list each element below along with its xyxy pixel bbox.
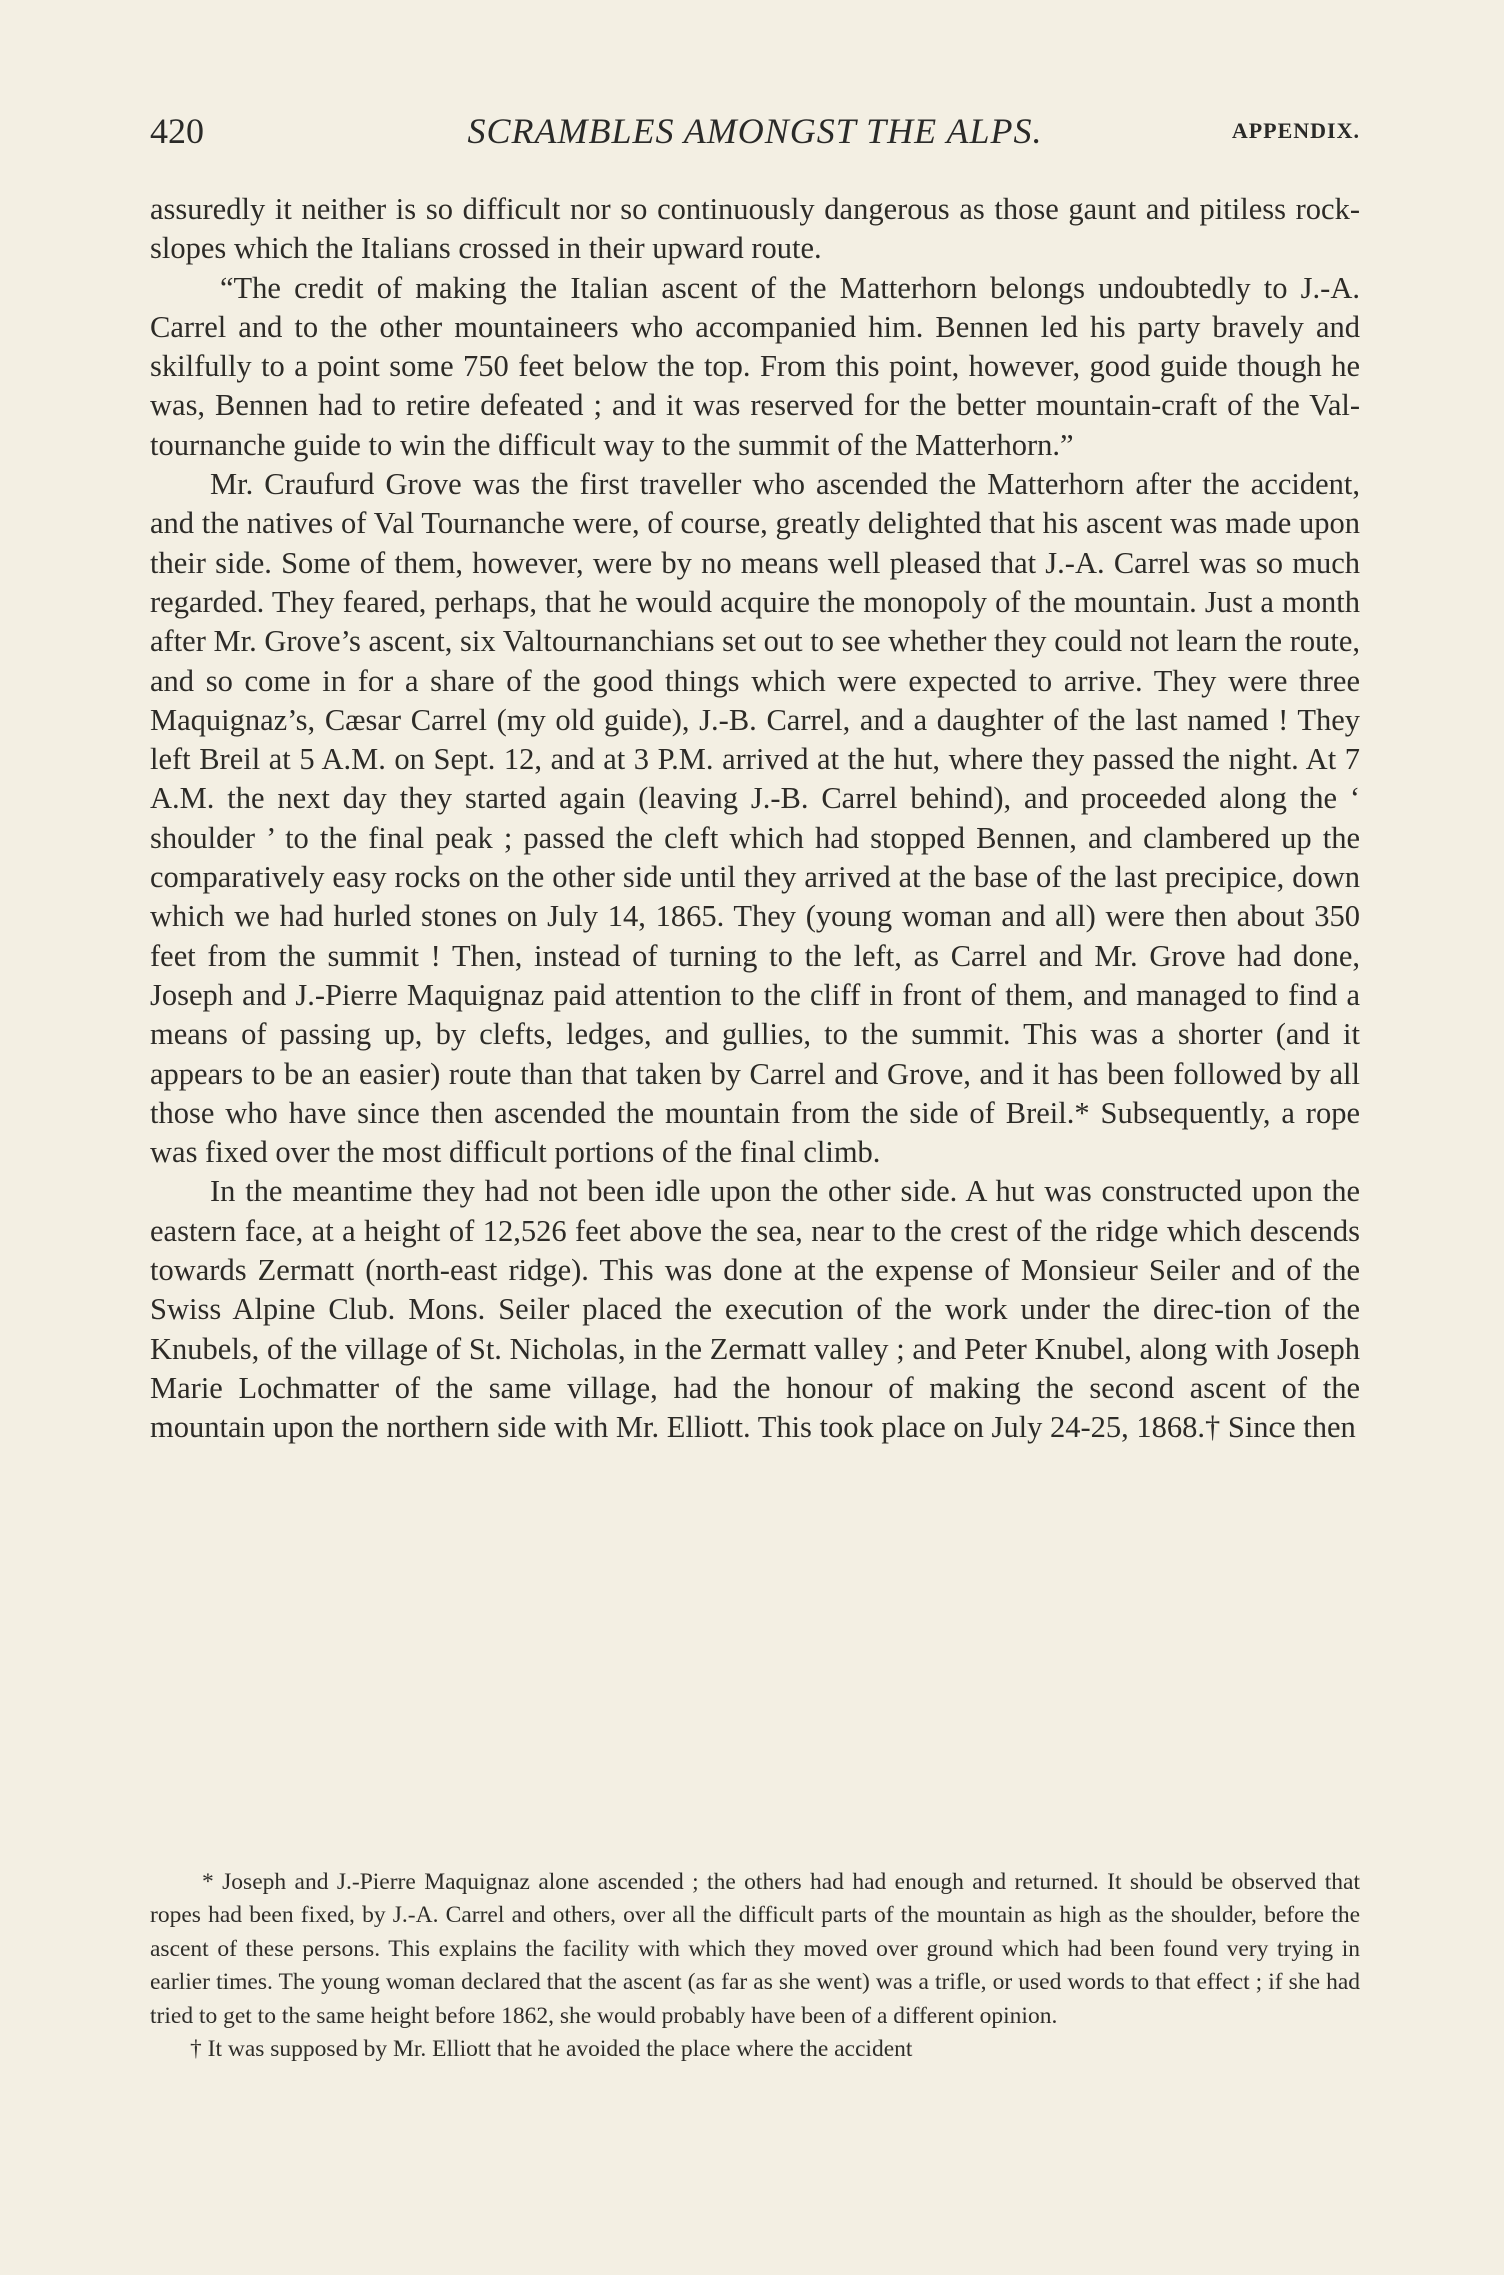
main-text <box>150 190 1360 1448</box>
running-header <box>150 110 1360 160</box>
paragraph-quote: “The credit of making the Italian ascent of the Matterhorn belongs undoubtedly to J.-A. Carrel and to the other mountaineers who accompanied him. Bennen led his party bravely and skilfully to a point some 750 feet below the top. From this point, however, good guide though he was, Bennen had to retire defeated ; and it was reserved for the better mountain-craft of the Val-tournanche guide to win the difficult way to the summit of the Matterhorn.” <box>150 270 1360 462</box>
footnote-asterisk: * Joseph and J.-Pierre Maquignaz alone ascended ; the others had had enough and returned. It should be observed that ropes had been fixed, by J.-A. Carrel and others, over all the difficult parts of the mountain as high as the shoulder, before the ascent of these persons. This explains the facility with which they moved over ground which had been found very trying in earlier times. The young woman declared that the ascent (as far as she went) was a trifle, or used words to that effect ; if she had tried to get to the same height before 1862, she would probably have been of a different opinion. <box>150 1869 1360 2029</box>
section-label: APPENDIX. <box>1231 118 1360 143</box>
footnote-dagger: † It was supposed by Mr. Elliott that he avoided the place where the accident <box>190 2036 913 2063</box>
page-number: 420 <box>150 111 204 151</box>
paragraph-continued: assuredly it neither is so difficult nor so continuously dangerous as those gaunt and pitiless rock-slopes which the Italians crossed in their upward route. <box>150 192 1360 266</box>
paragraph-grove-ascent: Mr. Craufurd Grove was the first traveller who ascended the Matterhorn after the accident, and the natives of Val Tournanche were, of course, greatly delighted that his ascent was made upon their side. Some of them, however, were by no means well pleased that J.-A. Carrel was so much regarded. They feared, perhaps, that he would acquire the monopoly of the mountain. Just a month after Mr. Grove’s ascent, six Valtournanchians set out to see whether they could not learn the route, and so come in for a share of the good things which were expected to arrive. They were three Maquignaz’s, Cæsar Carrel (my old guide), J.-B. Carrel, and a daughter of the last named ! They left Breil at 5 A.M. on Sept. 12, and at 3 P.M. arrived at the hut, where they passed the night. At 7 A.M. the next day they started again (leaving J.-B. Carrel behind), and proceeded along the ‘ shoulder ’ to the final peak ; passed the cleft which had stopped Bennen, and clambered up the comparatively easy rocks on the other side until they arrived at the base of the last precipice, down which we had hurled stones on July 14, 1865. They (young woman and all) were then about 350 feet from the summit ! Then, instead of turning to the left, as Carrel and Mr. Grove had done, Joseph and J.-Pierre Maquignaz paid attention to the cliff in front of them, and managed to find a means of passing up, by clefts, ledges, and gullies, to the summit. This was a shorter (and it appears to be an easier) route than that taken by Carrel and Grove, and it has been followed by all those who have since then ascended the mountain from the side of Breil.* Subsequently, a rope was fixed over the most difficult portions of the final climb. <box>150 467 1360 1170</box>
footnotes <box>150 1866 1360 2066</box>
running-title: SCRAMBLES AMONGST THE ALPS. <box>467 111 1043 151</box>
paragraph-eastern-hut: In the meantime they had not been idle upon the other side. A hut was constructed upon the eastern face, at a height of 12,526 feet above the sea, near to the crest of the ridge which descends towards Zermatt (north-east ridge). This was done at the expense of Monsieur Seiler and of the Swiss Alpine Club. Mons. Seiler placed the execution of the work under the direc-tion of the Knubels, of the village of St. Nicholas, in the Zermatt valley ; and Peter Knubel, along with Joseph Marie Lochmatter of the same village, had the honour of making the second ascent of the mountain upon the northern side with Mr. Elliott. This took place on July 24-25, 1868.† Since then <box>150 1174 1360 1445</box>
